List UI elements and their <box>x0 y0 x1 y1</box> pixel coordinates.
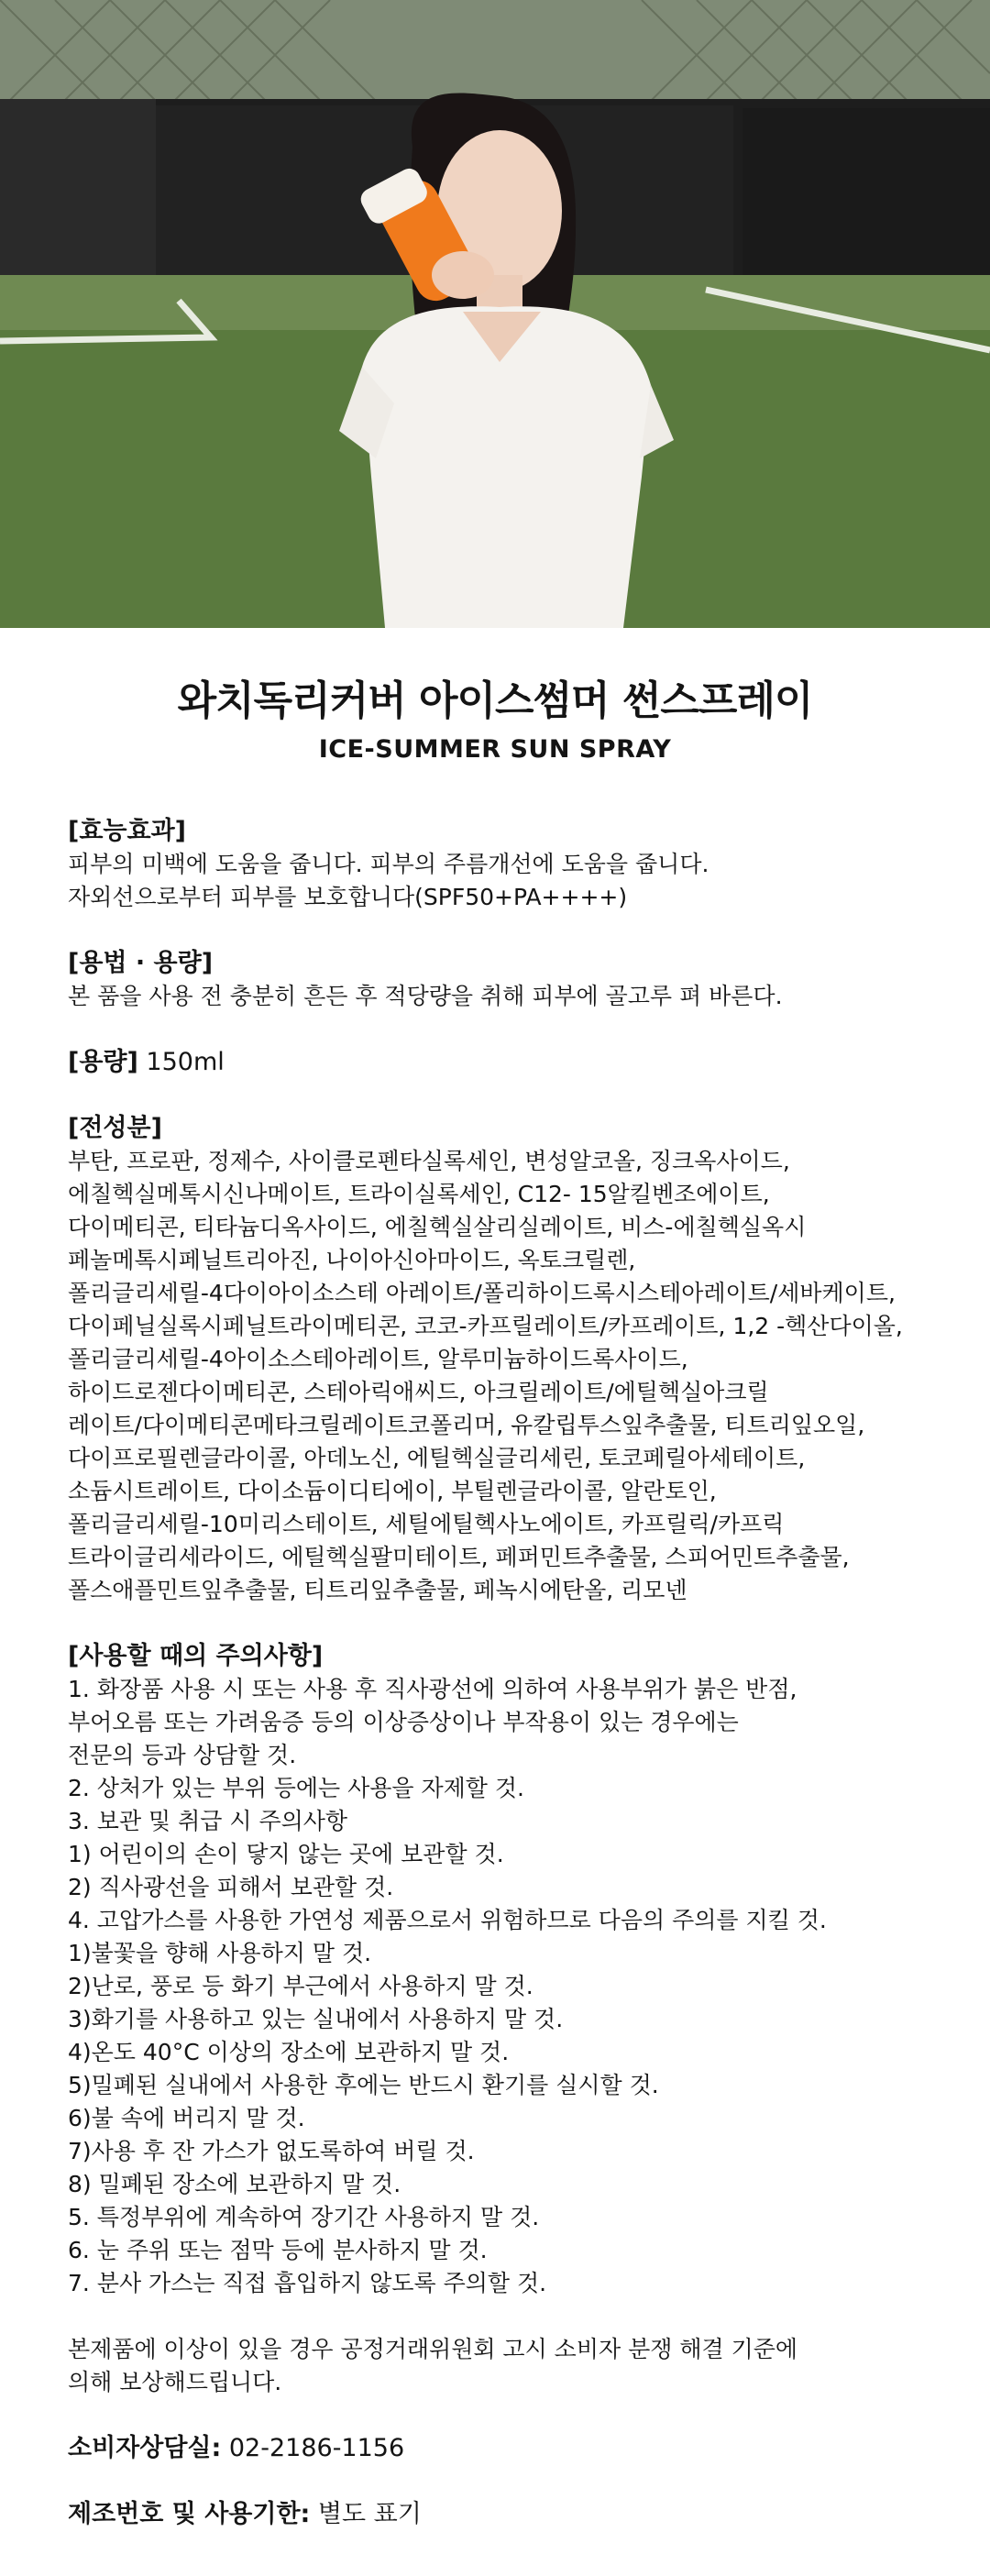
volume-row <box>68 1046 948 1079</box>
caution-line: 7. 분사 가스는 직접 흡입하지 않도록 주의할 것. <box>68 2270 547 2296</box>
caution-line: 2. 상처가 있는 부위 등에는 사용을 자제할 것. <box>68 1775 524 1801</box>
cautions-section <box>68 1640 948 2300</box>
manufacture-value: 별도 표기 <box>310 2500 422 2528</box>
model-photo-illustration <box>0 0 990 628</box>
caution-line: 1) 어린이의 손이 닿지 않는 곳에 보관할 것. <box>68 1841 504 1867</box>
product-subtitle: ICE-SUMMER SUN SPRAY <box>318 735 672 764</box>
ingredients-line: 레이트/다이메티콘메타크릴레이트코폴리머, 유칼립투스잎추출물, 티트리잎오일, <box>68 1412 865 1438</box>
ingredients-line: 에칠헥실메톡시신나메이트, 트라이실록세인, C12- 15알킬벤조에이트, <box>68 1181 770 1207</box>
caution-line: 5. 특정부위에 계속하여 장기간 사용하지 말 것. <box>68 2204 540 2230</box>
manufacture-row <box>68 2498 948 2531</box>
caution-line: 6)불 속에 버리지 말 것. <box>68 2105 305 2131</box>
ingredients-line: 소듐시트레이트, 다이소듐이디티에이, 부틸렌글라이콜, 알란토인, <box>68 1478 717 1504</box>
caution-line: 전문의 등과 상담할 것. <box>68 1742 297 1768</box>
ingredients-line: 폴리글리세릴-4아이소스테아레이트, 알루미늄하이드록사이드, <box>68 1346 688 1372</box>
compensation-line: 본제품에 이상이 있을 경우 공정거래위원회 고시 소비자 분쟁 해결 기준에 <box>68 2336 798 2362</box>
efficacy-line: 피부의 미백에 도움을 줍니다. 피부의 주름개선에 도움을 줍니다. <box>68 851 710 877</box>
caution-line: 1. 화장품 사용 시 또는 사용 후 직사광선에 의하여 사용부위가 붉은 반점, <box>68 1676 798 1702</box>
ingredients-line: 페놀메톡시페닐트리아진, 나이아신아마이드, 옥토크릴렌, <box>68 1247 636 1273</box>
caution-line: 5)밀폐된 실내에서 사용한 후에는 반드시 환기를 실시할 것. <box>68 2072 659 2098</box>
caution-line: 3. 보관 및 취급 시 주의사항 <box>68 1808 348 1834</box>
product-info <box>0 765 948 2531</box>
ingredients-line: 폴리글리세릴-10미리스테이트, 세틸에틸헥사노에이트, 카프릴릭/카프릭 <box>68 1511 785 1537</box>
consumer-center-phone: 02-2186-1156 <box>221 2434 405 2462</box>
ingredients-line: 폴리글리세릴-4다이아이소스테 아레이트/폴리하이드록시스테아레이트/세바케이트, <box>68 1280 896 1306</box>
ingredients-line: 하이드로젠다이메티콘, 스테아릭애씨드, 아크릴레이트/에틸헥실아크릴 <box>68 1379 769 1405</box>
ingredients-line: 폴스애플민트잎추출물, 티트리잎추출물, 페녹시에탄올, 리모넨 <box>68 1577 688 1603</box>
cautions-heading: [사용할 때의 주의사항] <box>68 1642 324 1670</box>
white-top-shape <box>362 306 651 628</box>
ingredients-line: 다이프로필렌글라이콜, 아데노신, 에틸헥실글리세린, 토코페릴아세테이트, <box>68 1445 806 1471</box>
caution-line: 부어오름 또는 가려움증 등의 이상증상이나 부작용이 있는 경우에는 <box>68 1709 739 1735</box>
caution-line: 7)사용 후 잔 가스가 없도록하여 버릴 것. <box>68 2138 475 2164</box>
efficacy-section <box>68 815 948 914</box>
efficacy-line: 자외선으로부터 피부를 보호합니다(SPF50+PA++++) <box>68 884 628 910</box>
ingredients-line: 부탄, 프로판, 정제수, 사이클로펜타실록세인, 변성알코올, 징크옥사이드, <box>68 1148 790 1174</box>
hero-photo <box>0 0 990 628</box>
ingredients-section <box>68 1112 948 1607</box>
compensation-section <box>68 2333 948 2399</box>
caution-line: 2)난로, 풍로 등 화기 부근에서 사용하지 말 것. <box>68 1973 534 1999</box>
product-title: 와치독리커버 아이스썸머 썬스프레이 <box>177 677 813 724</box>
compensation-line: 의해 보상해드립니다. <box>68 2369 282 2395</box>
efficacy-heading: [효능효과] <box>68 817 187 845</box>
usage-heading: [용법 · 용량] <box>68 949 214 977</box>
caution-line: 1)불꽃을 향해 사용하지 말 것. <box>68 1940 372 1966</box>
ingredients-line: 다이메티콘, 티타늄디옥사이드, 에칠헥실살리실레이트, 비스-에칠헥실옥시 <box>68 1214 807 1240</box>
caution-line: 4)온도 40°C 이상의 장소에 보관하지 말 것. <box>68 2039 510 2065</box>
ingredients-heading: [전성분] <box>68 1114 162 1142</box>
ingredients-line: 다이페닐실록시페닐트라이메티콘, 코코-카프릴레이트/카프레이트, 1,2 -헥산다이올, <box>68 1313 903 1339</box>
usage-section <box>68 947 948 1013</box>
consumer-center-label: 소비자상담실: <box>68 2434 222 2462</box>
manufacture-label: 제조번호 및 사용기한: <box>68 2500 311 2528</box>
caution-line: 8) 밀폐된 장소에 보관하지 말 것. <box>68 2171 402 2197</box>
caution-line: 4. 고압가스를 사용한 가연성 제품으로서 위험하므로 다음의 주의를 지킬 것. <box>68 1907 827 1933</box>
hand-shape <box>432 251 494 299</box>
caution-line: 3)화기를 사용하고 있는 실내에서 사용하지 말 것. <box>68 2006 564 2032</box>
caution-line: 2) 직사광선을 피해서 보관할 것. <box>68 1874 394 1900</box>
volume-label: [용량] <box>68 1048 138 1076</box>
volume-value: 150ml <box>138 1048 225 1076</box>
ingredients-line: 트라이글리세라이드, 에틸헥실팔미테이트, 페퍼민트추출물, 스피어민트추출물, <box>68 1544 850 1570</box>
caution-line: 6. 눈 주위 또는 점막 등에 분사하지 말 것. <box>68 2237 488 2263</box>
product-header <box>0 628 990 765</box>
usage-line: 본 품을 사용 전 충분히 흔든 후 적당량을 취해 피부에 골고루 펴 바른다. <box>68 983 783 1009</box>
consumer-center-row <box>68 2432 948 2465</box>
